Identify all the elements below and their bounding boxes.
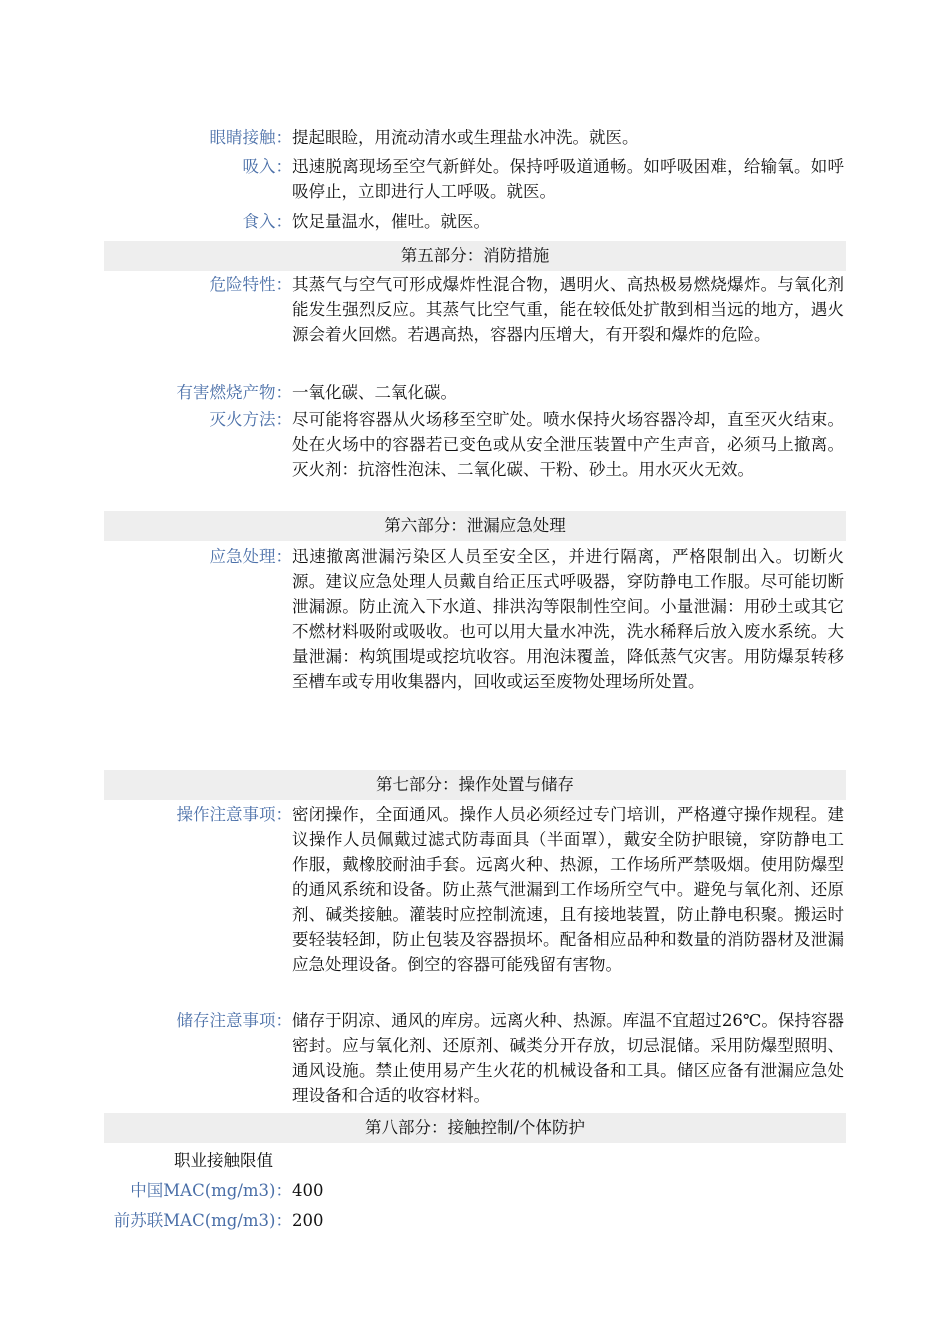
- fire-hazard-text: 其蒸气与空气可形成爆炸性混合物，遇明火、高热极易燃烧爆炸。与氧化剂能发生强烈反应。其蒸气比空气重，能在较低处扩散到相当远的地方，遇火源会着火回燃。若遇高热，容器内压增大，有开裂和爆炸的危险。: [292, 275, 844, 344]
- emergency-row: [104, 544, 846, 770]
- inhalation-row: [104, 154, 846, 204]
- storage-text: 储存于阴凉、通风的库房。远离火种、热源。库温不宜超过26℃。保持容器密封。应与氧化剂、还原剂、碱类分开存放，切忌混储。采用防爆型照明、通风设施。禁止使用易产生火花的机械设备和工具。储区应备有泄漏应急处理设备和合适的收容材料。: [292, 1011, 844, 1105]
- combustion-products-text: 一氧化碳、二氧化碳。: [292, 383, 457, 402]
- operation-text: 密闭操作，全面通风。操作人员必须经过专门培训，严格遵守操作规程。建议操作人员佩戴过滤式防毒面具（半面罩），戴安全防护眼镜，穿防静电工作服，戴橡胶耐油手套。远离火种、热源，工作场所严禁吸烟。使用防爆型的通风系统和设备。防止蒸气泄漏到工作场所空气中。避免与氧化剂、还原剂、碱类接触。灌装时应控制流速，且有接地装置，防止静电积聚。搬运时要轻装轻卸，防止包装及容器损坏。配备相应品种和数量的消防器材及泄漏应急处理设备。倒空的容器可能残留有害物。: [292, 805, 844, 974]
- operation-label: 操作注意事项：: [176, 805, 292, 824]
- china-mac-row: [104, 1176, 846, 1206]
- ussr-mac-value: 200: [292, 1211, 324, 1230]
- china-mac-value: 400: [292, 1181, 324, 1200]
- emergency-label: 应急处理：: [209, 547, 292, 566]
- combustion-products-row: [104, 380, 846, 407]
- eye-contact-row: [104, 125, 846, 154]
- eye-contact-text: 提起眼睑，用流动清水或生理盐水冲洗。就医。: [292, 128, 639, 147]
- ingestion-label: 食入：: [242, 212, 292, 231]
- ussr-mac-row: [104, 1206, 846, 1236]
- emergency-text: 迅速撤离泄漏污染区人员至安全区，并进行隔离，严格限制出入。切断火源。建议应急处理人员戴自给正压式呼吸器，穿防静电工作服。尽可能切断泄漏源。防止流入下水道、排洪沟等限制性空间。小量泄漏：用砂土或其它不燃材料吸附或吸收。也可以用大量水冲洗，洗水稀释后放入废水系统。大量泄漏：构筑围堤或挖坑收容。用泡沫覆盖，降低蒸气灾害。用防爆泵转移至槽车或专用收集器内，回收或运至废物处理场所处置。: [292, 547, 844, 691]
- extinguishing-method-text: 尽可能将容器从火场移至空旷处。喷水保持火场容器冷却，直至灭火结束。处在火场中的容器若已变色或从安全泄压装置中产生声音，必须马上撤离。灭火剂：抗溶性泡沫、二氧化碳、干粉、砂土。用水灭火无效。: [292, 410, 844, 479]
- extinguishing-method-label: 灭火方法：: [209, 410, 292, 429]
- eye-contact-label: 眼睛接触：: [209, 128, 292, 147]
- exposure-limit-heading: 职业接触限值: [174, 1151, 273, 1170]
- combustion-products-label: 有害燃烧产物：: [176, 383, 292, 402]
- fire-hazard-row: [104, 272, 846, 372]
- fire-hazard-label: 危险特性：: [209, 275, 292, 294]
- storage-row: [104, 1008, 846, 1113]
- extinguishing-method-row: [104, 407, 846, 511]
- inhalation-text: 迅速脱离现场至空气新鲜处。保持呼吸道通畅。如呼吸困难，给输氧。如呼吸停止，立即进行人工呼吸。就医。: [292, 157, 844, 201]
- ingestion-row: [104, 209, 846, 241]
- section-fire-header: 第五部分：消防措施: [104, 241, 846, 271]
- msds-sheet: [104, 125, 846, 1236]
- operation-row: [104, 802, 846, 1005]
- section-handling-header: 第七部分：操作处置与储存: [104, 770, 846, 800]
- section-exposure-header: 第八部分：接触控制/个体防护: [104, 1113, 846, 1143]
- inhalation-label: 吸入：: [242, 157, 292, 176]
- ussr-mac-label: 前苏联MAC(mg/m3)：: [113, 1211, 292, 1230]
- exposure-limit-heading-row: [104, 1146, 846, 1176]
- china-mac-label: 中国MAC(mg/m3)：: [130, 1181, 292, 1200]
- section-leak-header: 第六部分：泄漏应急处理: [104, 511, 846, 541]
- ingestion-text: 饮足量温水，催吐。就医。: [292, 212, 490, 231]
- storage-label: 储存注意事项：: [176, 1011, 292, 1030]
